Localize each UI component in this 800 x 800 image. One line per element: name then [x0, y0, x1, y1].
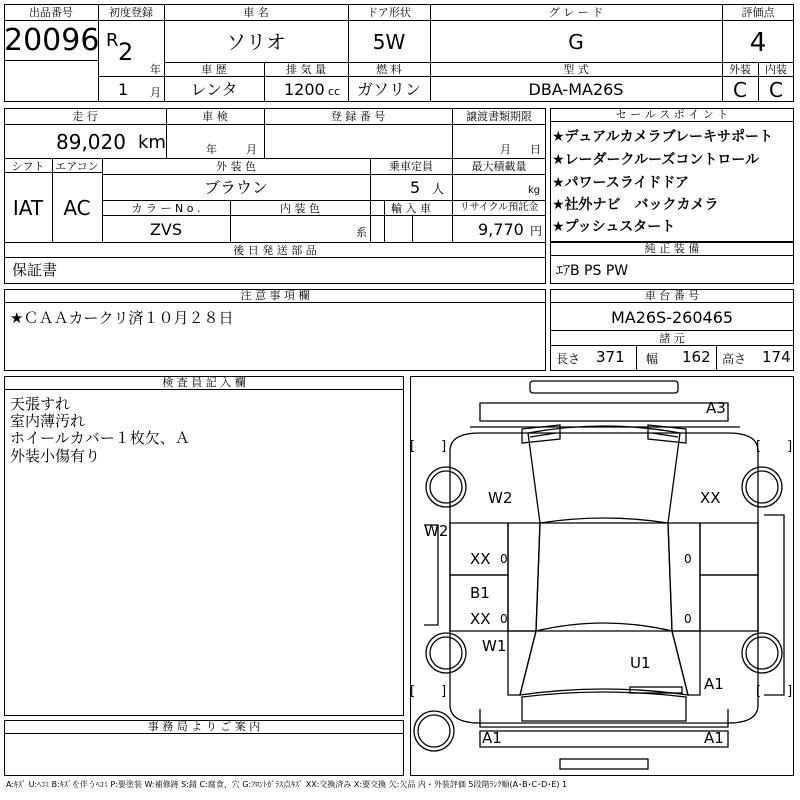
mark-w2-side: W2 [424, 522, 449, 540]
width-label: 幅 [646, 352, 659, 366]
shift-label: シフト [11, 160, 45, 173]
mark-zero-2: 0 [500, 612, 508, 626]
lot-number: 20096 [4, 23, 100, 58]
divider [550, 330, 794, 331]
ac-label: エアコン [55, 160, 99, 173]
notes: ★ＣＡＡカークリ済１０月２８日 [10, 309, 234, 327]
car-diagram-drawing [410, 375, 798, 775]
insp-year-unit: 年 [206, 143, 217, 156]
load-unit: kg [528, 185, 541, 196]
displacement-unit: cc [328, 85, 341, 98]
wheel-rear-right [742, 467, 782, 507]
wheel-rear-left [426, 467, 466, 507]
windshield [520, 623, 688, 695]
office-label: 事 務 局 よ り ご 案 内 [4, 720, 404, 734]
mileage: 89,020 [56, 130, 126, 154]
mark-xx-2: XX [470, 610, 491, 628]
divider [4, 20, 98, 21]
sales-points-label: セ ー ル ス ポ イ ン ト [550, 108, 794, 122]
transfer-month-unit: 月 [500, 143, 511, 156]
mark-w2-upper: W2 [488, 489, 513, 507]
spare-wheel [414, 711, 454, 751]
divider [4, 242, 546, 243]
divider [550, 345, 794, 346]
divider [4, 60, 98, 61]
mileage-unit: km [138, 132, 166, 153]
chassis-number: MA26S-260465 [610, 308, 734, 327]
divider [636, 345, 637, 371]
divider [102, 174, 546, 175]
recycle-unit: 円 [530, 224, 543, 238]
model: DBA-MA26S [528, 80, 624, 99]
score-label: 評価点 [741, 6, 775, 19]
divider [4, 158, 546, 159]
sales-point-5: ★プッシュスタート [552, 219, 676, 235]
divider [452, 108, 453, 242]
bracket-left-1: [ ] [410, 439, 447, 454]
wheel-front-left [426, 633, 466, 673]
int-color-unit: 系 [356, 226, 367, 239]
inspector-line-2: 室内薄汚れ [10, 412, 86, 430]
reg-no-label: 登 録 番 号 [330, 110, 386, 123]
mark-a3: A3 [706, 399, 726, 417]
mark-zero-1: 0 [500, 552, 508, 566]
divider [4, 257, 546, 258]
exterior-grade: C [733, 78, 747, 102]
rear-roof-edge [480, 399, 728, 421]
mark-xx-right: XX [700, 489, 721, 507]
car-name: ソリオ [226, 30, 286, 54]
divider [716, 345, 717, 371]
era: R [106, 30, 119, 51]
divider [98, 20, 794, 21]
history-label: 車 歴 [201, 63, 227, 76]
color-no-label: カ ラ ー N o . [131, 202, 201, 215]
later-parts-label: 後 日 発 送 部 品 [233, 244, 317, 257]
divider [102, 200, 546, 201]
exterior-label: 外装 [729, 63, 751, 76]
reg-month: 1 [118, 80, 129, 99]
bracket-right-2: [ ] [756, 684, 793, 699]
door-type: 5W [372, 30, 406, 54]
dims-label: 諸 元 [659, 332, 685, 345]
inspector-line-3: ホイールカバー１枚欠、Ａ [10, 429, 190, 447]
rear-bumper-shape [530, 381, 678, 393]
divider [164, 62, 794, 63]
mark-zero-3: 0 [684, 552, 692, 566]
divider [98, 76, 794, 77]
sales-point-4: ★社外ナビ バックカメラ [552, 197, 719, 213]
mark-xx-1: XX [470, 550, 491, 568]
wheel-front-right [742, 633, 782, 673]
notes-label: 注 意 事 項 欄 [4, 289, 546, 303]
chassis-label: 車 台 番 号 [550, 289, 794, 303]
front-bumper-shape [480, 731, 728, 747]
int-color-label: 内 装 色 [280, 202, 320, 215]
transfer-day-unit: 日 [530, 143, 541, 156]
transfer-label: 譲渡書類期限 [466, 110, 532, 123]
sales-point-2: ★レーダークルーズコントロール [552, 152, 760, 168]
score: 4 [749, 28, 767, 58]
roof [536, 523, 672, 631]
length-label: 長さ [556, 352, 581, 366]
sales-point-1: ★デュアルカメラブレーキサポート [552, 129, 774, 145]
equipment: ｴｱB PS PW [556, 263, 629, 279]
inspector-line-4: 外装小傷有り [10, 447, 101, 465]
capacity: 5 [410, 178, 421, 197]
mark-u1: U1 [630, 654, 651, 672]
reg-year: 2 [118, 38, 134, 66]
model-label: 型 式 [563, 63, 589, 76]
insp-month-unit: 月 [246, 143, 257, 156]
inspector-line-1: 天張すれ [10, 395, 71, 413]
recycle-label: リサイクル預託金 [459, 202, 539, 213]
door-label: ドア形状 [367, 6, 411, 19]
color-label: 外 装 色 [216, 160, 256, 173]
bracket-left-2: [ ] [410, 684, 447, 699]
mark-zero-4: 0 [684, 612, 692, 626]
divider [102, 215, 546, 216]
sales-point-3: ★パワースライドドア [552, 175, 690, 191]
displacement-label: 排 気 量 [286, 63, 326, 76]
color-no: ZVS [149, 220, 183, 239]
shift: IAT [12, 196, 44, 220]
year-unit: 年 [150, 63, 161, 76]
ac: AC [63, 196, 91, 220]
mileage-label: 走 行 [72, 110, 98, 123]
mark-b1: B1 [470, 584, 490, 602]
load-label: 最大積載量 [471, 160, 527, 173]
recycle: 9,770 [478, 220, 524, 239]
width: 162 [682, 348, 711, 366]
mark-a1-front-left: A1 [482, 729, 502, 747]
fuel: ガソリン [356, 80, 421, 99]
grade-label: グ レ ー ド [548, 6, 604, 19]
inspection-label: 車 検 [202, 110, 228, 123]
inspector-label: 検 査 員 記 入 欄 [4, 376, 404, 390]
later-parts: 保証書 [12, 261, 58, 279]
import-label: 輸 入 車 [391, 202, 431, 215]
capacity-unit: 人 [432, 182, 445, 196]
hood [522, 692, 686, 721]
capacity-label: 乗車定員 [389, 160, 433, 173]
history: レンタ [190, 80, 238, 99]
month-unit: 月 [150, 86, 161, 99]
length: 371 [596, 348, 625, 366]
mark-w1: W1 [482, 637, 507, 655]
displacement: 1200 [284, 80, 325, 99]
legend: A:ｷｽﾞ U:ﾍｺﾐ B:ｷｽﾞを伴うﾍｺﾐ P:要塗装 W:補修跡 S:錆 C:腐食、穴 G:ﾌﾛﾝﾄｶﾞﾗｽ点ｷｽﾞ XX:交換済み X:要交換 欠:欠品 内・外装評価 5段階ﾗﾝｸ順(A･B･C･D･E) 1 [6, 780, 568, 789]
height: 174 [762, 348, 791, 366]
divider [412, 215, 413, 242]
color: ブラウン [203, 178, 268, 197]
mark-a1-front-right: A1 [704, 729, 724, 747]
divider [4, 124, 546, 125]
first-reg-label: 初度登録 [109, 6, 153, 19]
bracket-right-1: [ ] [756, 439, 793, 454]
car-name-label: 車 名 [243, 6, 269, 19]
lot-label: 出品番号 [29, 6, 73, 19]
height-label: 高さ [722, 352, 747, 366]
equipment-label: 純 正 装 備 [550, 242, 794, 256]
interior-grade: C [769, 78, 783, 102]
interior-label: 内装 [765, 63, 787, 76]
fuel-label: 燃 料 [376, 63, 402, 76]
mark-a1-right: A1 [704, 675, 724, 693]
grade: G [568, 30, 584, 54]
